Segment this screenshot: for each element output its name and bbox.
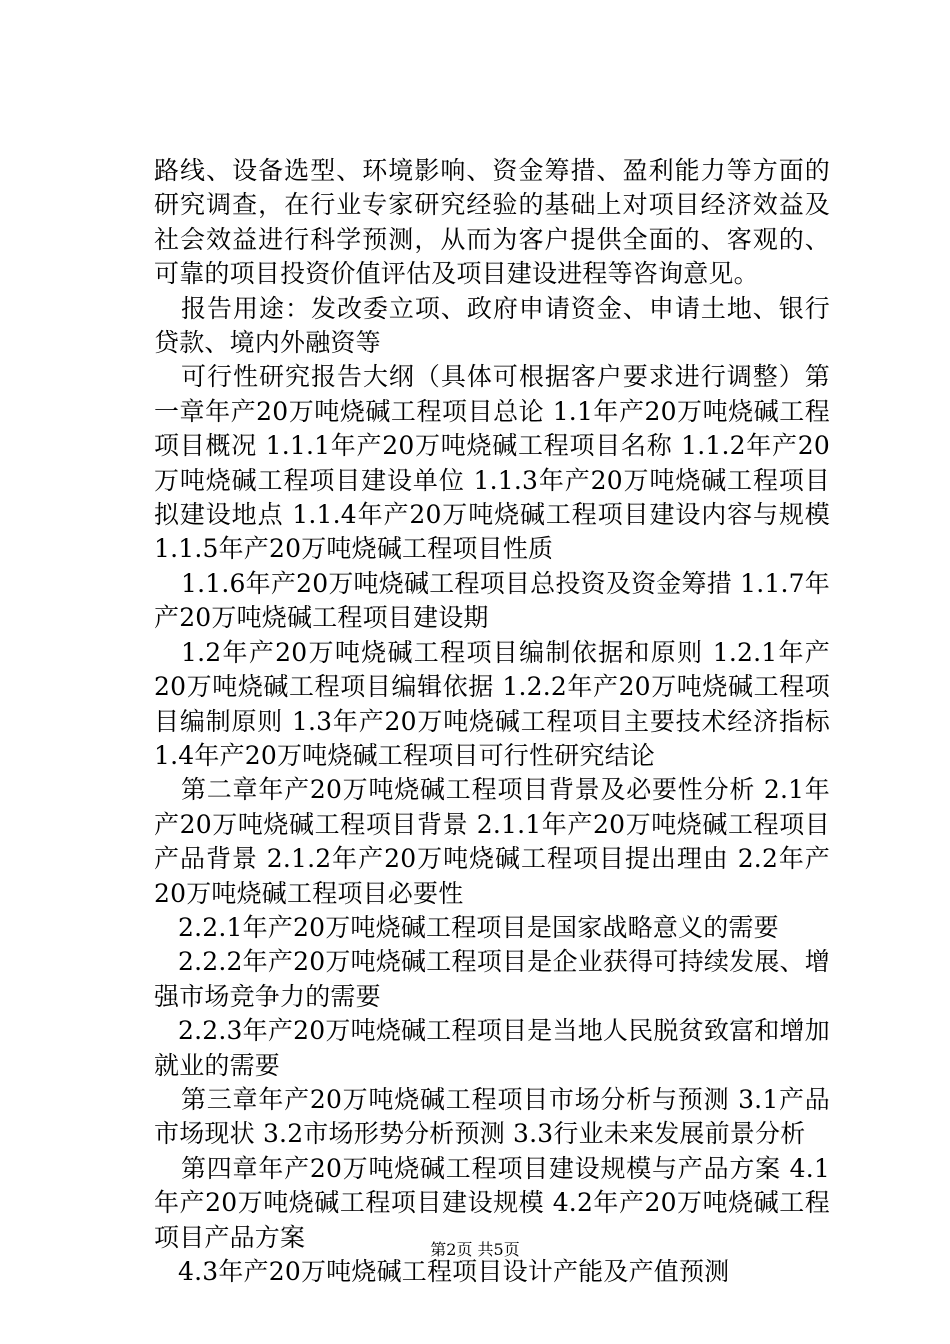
paragraph-outline-chapter-1: 可行性研究报告大纲（具体可根据客户要求进行调整）第一章年产20万吨烧碱工程项目总论 1.1年产20万吨烧碱工程项目概况 1.1.1年产20万吨烧碱工程项目名称 1.1.2年产20万吨烧碱工程项目建设单位 1.1.3年产20万吨烧碱工程项目拟建设地点 1.1.4年产20万吨烧碱工程项目建设内容与规模 1.1.5年产20万吨烧碱工程项目性质 bbox=[154, 362, 830, 564]
paragraph-outline-4-3: 4.3年产20万吨烧碱工程项目设计产能及产值预测 bbox=[178, 1257, 730, 1286]
paragraph-continuation: 路线、设备选型、环境影响、资金筹措、盈利能力等方面的研究调查，在行业专家研究经验的基础上对项目经济效益及社会效益进行科学预测，从而为客户提供全面的、客观的、可靠的项目投资价值评估及项目建设进程等咨询意见。 bbox=[154, 156, 830, 289]
paragraph-outline-2-2-2: 2.2.2年产20万吨烧碱工程项目是企业获得可持续发展、增强市场竞争力的需要 bbox=[154, 947, 830, 1011]
paragraph-outline-2-2-3: 2.2.3年产20万吨烧碱工程项目是当地人民脱贫致富和增加就业的需要 bbox=[154, 1016, 830, 1080]
paragraph-outline-chapter-4: 第四章年产20万吨烧碱工程项目建设规模与产品方案 4.1年产20万吨烧碱工程项目建设规模 4.2年产20万吨烧碱工程项目产品方案 bbox=[154, 1153, 830, 1252]
page-number-footer: 第2页 共5页 bbox=[430, 1240, 520, 1259]
paragraph-outline-2-2-1: 2.2.1年产20万吨烧碱工程项目是国家战略意义的需要 bbox=[178, 912, 779, 942]
document-body bbox=[154, 154, 830, 1289]
paragraph-outline-chapter-2: 第二章年产20万吨烧碱工程项目背景及必要性分析 2.1年产20万吨烧碱工程项目背景 2.1.1年产20万吨烧碱工程项目产品背景 2.1.2年产20万吨烧碱工程项目提出理由 2.2年产20万吨烧碱工程项目必要性 bbox=[154, 775, 830, 908]
paragraph-report-usage: 报告用途：发改委立项、政府申请资金、申请土地、银行贷款、境内外融资等 bbox=[154, 293, 830, 358]
paragraph-outline-1-2: 1.2年产20万吨烧碱工程项目编制依据和原则 1.2.1年产20万吨烧碱工程项目编辑依据 1.2.2年产20万吨烧碱工程项目编制原则 1.3年产20万吨烧碱工程项目主要技术经济指标 1.4年产20万吨烧碱工程项目可行性研究结论 bbox=[154, 637, 830, 770]
paragraph-outline-1-1-6: 1.1.6年产20万吨烧碱工程项目总投资及资金筹措 1.1.7年产20万吨烧碱工程项目建设期 bbox=[154, 568, 830, 633]
paragraph-outline-chapter-3: 第三章年产20万吨烧碱工程项目市场分析与预测 3.1产品市场现状 3.2市场形势分析预测 3.3行业未来发展前景分析 bbox=[154, 1084, 830, 1149]
